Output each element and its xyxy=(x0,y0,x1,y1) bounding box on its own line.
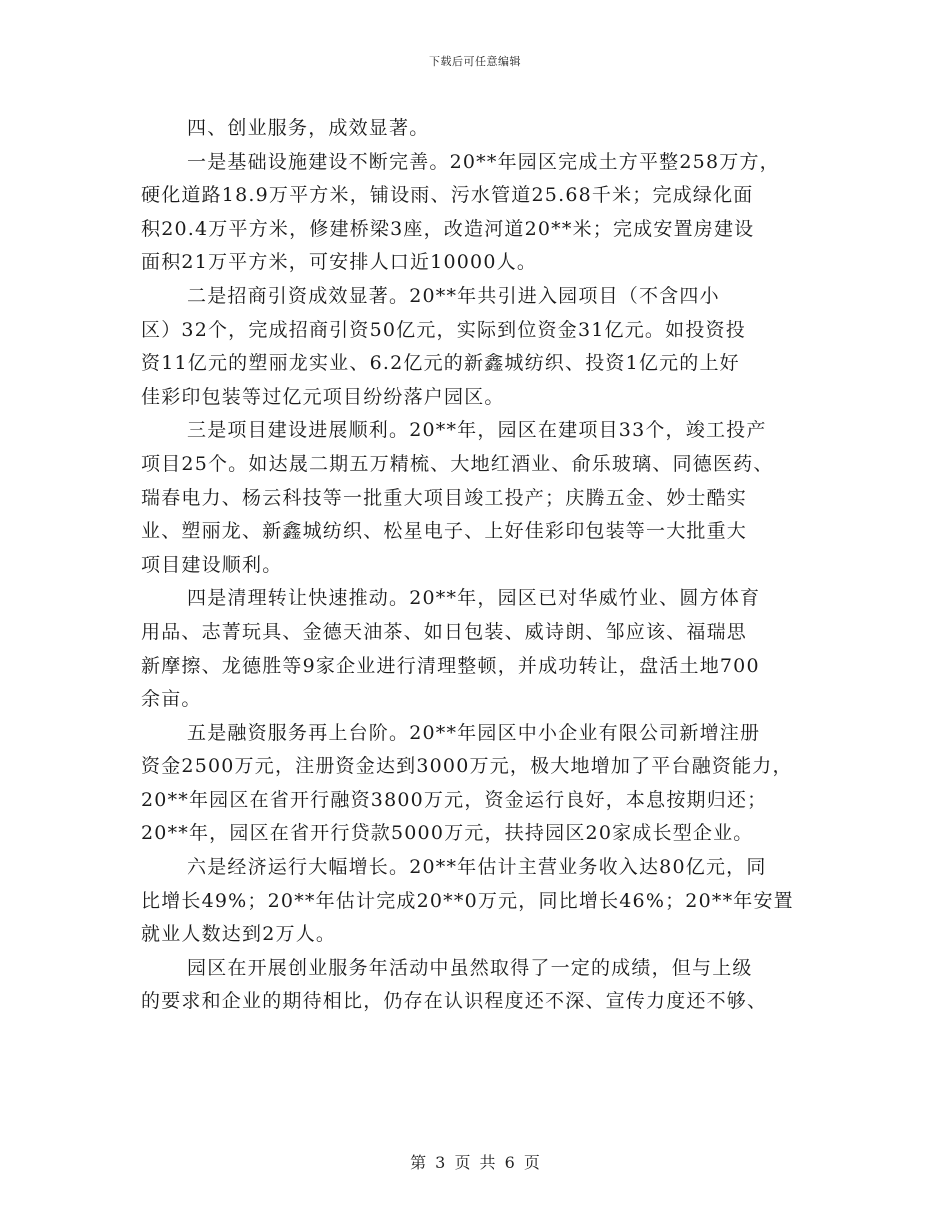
page-header: 下载后可任意编辑 xyxy=(429,55,521,68)
text-line: 区）32个，完成招商引资50亿元，实际到位资金31亿元。如投资投 xyxy=(141,318,746,341)
text-line: 四是清理转让快速推动。20**年，园区已对华威竹业、圆方体育 xyxy=(187,587,761,610)
text-line: 瑞春电力、杨云科技等一批重大项目竣工投产；庆腾五金、妙士酷实 xyxy=(141,486,748,509)
text-line: 面积21万平方米，可安排人口近10000人。 xyxy=(141,251,538,274)
text-line: 硬化道路18.9万平方米，铺设雨、污水管道25.68千米；完成绿化面 xyxy=(141,184,754,207)
text-line: 二是招商引资成效显著。20**年共引进入园项目（不含四小 xyxy=(187,284,720,307)
text-line: 佳彩印包装等过亿元项目纷纷落户园区。 xyxy=(141,385,505,408)
text-line: 20**年，园区在省开行贷款5000万元，扶持园区20家成长型企业。 xyxy=(141,822,754,845)
text-line: 项目建设顺利。 xyxy=(141,553,283,576)
text-line: 四、创业服务，成效显著。 xyxy=(187,117,430,139)
text-line: 的要求和企业的期待相比，仍存在认识程度还不深、宣传力度还不够、 xyxy=(141,990,768,1013)
text-line: 就业人数达到2万人。 xyxy=(141,923,337,946)
paragraph xyxy=(141,952,821,1019)
text-line: 一是基础设施建设不断完善。20**年园区完成土方平整258万方， xyxy=(187,150,780,173)
text-line: 业、塑丽龙、新鑫城纺织、松星电子、上好佳彩印包装等一大批重大 xyxy=(141,520,748,543)
text-line: 积20.4万平方米，修建桥梁3座，改造河道20**米；完成安置房建设 xyxy=(141,217,755,240)
paragraph xyxy=(141,717,821,851)
paragraph xyxy=(141,582,821,716)
paragraph xyxy=(141,280,821,414)
paragraph xyxy=(141,414,821,582)
text-line: 五是融资服务再上台阶。20**年园区中小企业有限公司新增注册 xyxy=(187,721,761,744)
text-line: 项目25个。如达晟二期五万精梳、大地红酒业、俞乐玻璃、同德医药、 xyxy=(141,452,774,475)
paragraph xyxy=(141,112,821,146)
document-body xyxy=(141,112,821,1019)
text-line: 新摩擦、龙德胜等9家企业进行清理整顿，并成功转让，盘活土地700 xyxy=(141,654,760,677)
text-line: 20**年园区在省开行融资3800万元，资金运行良好，本息按期归还； xyxy=(141,788,768,811)
paragraph xyxy=(141,146,821,280)
text-line: 用品、志菁玩具、金德天油茶、如日包装、威诗朗、邹应该、福瑞思 xyxy=(141,620,748,643)
text-line: 三是项目建设进展顺利。20**年，园区在建项目33个，竣工投产 xyxy=(187,419,767,442)
text-line: 比增长49%；20**年估计完成20**0万元，同比增长46%；20**年安置 xyxy=(141,889,794,912)
text-line: 园区在开展创业服务年活动中虽然取得了一定的成绩，但与上级 xyxy=(187,956,753,979)
text-line: 六是经济运行大幅增长。20**年估计主营业务收入达80亿元，同 xyxy=(187,856,767,879)
text-line: 资11亿元的塑丽龙实业、6.2亿元的新鑫城纺织、投资1亿元的上好 xyxy=(141,352,740,375)
text-line: 资金2500万元，注册资金达到3000万元，极大地增加了平台融资能力， xyxy=(141,755,793,778)
paragraph xyxy=(141,851,821,952)
page-footer: 第 3 页 共 6 页 xyxy=(410,1153,540,1172)
text-line: 余亩。 xyxy=(141,688,202,711)
